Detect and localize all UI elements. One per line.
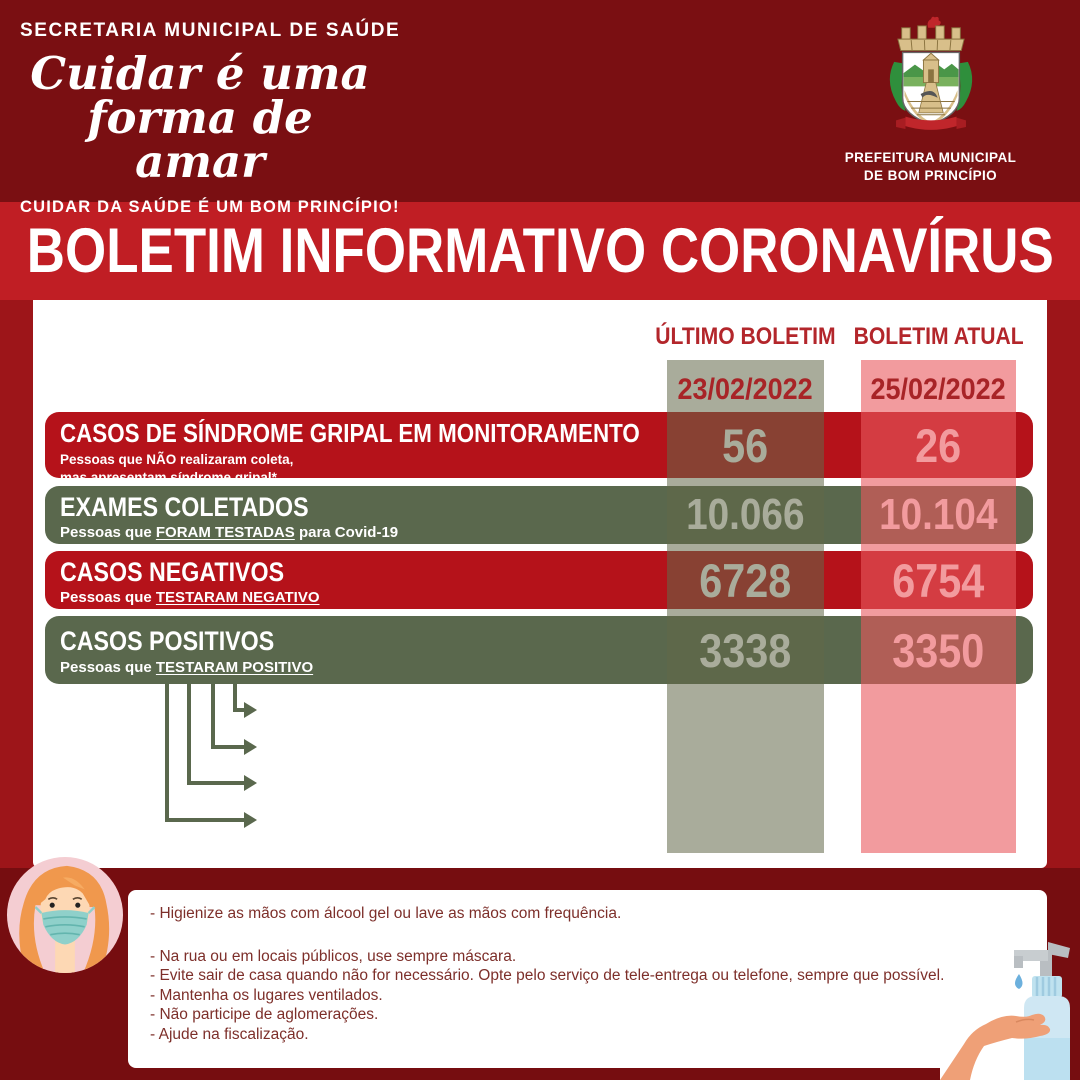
row-note-underlined: FORAM TESTADAS bbox=[155, 524, 295, 541]
recommendation-item: - Evite sair de casa quando não for necessário. Opte pelo serviço de tele-entrega ou telefone, sempre que possível. bbox=[150, 967, 945, 984]
subrow-title: HOSPITALIZADOS bbox=[279, 769, 445, 795]
column-header-last-bulletin: ÚLTIMO BOLETIM bbox=[655, 323, 836, 350]
city-hall-header bbox=[828, 14, 1033, 185]
row-note-line1: Pessoas que NÃO realizaram coleta, bbox=[60, 452, 294, 467]
row-note-suffix: para Covid-19 bbox=[294, 524, 399, 541]
hand-sanitizer-icon bbox=[940, 930, 1080, 1080]
recommendations-list bbox=[150, 904, 1030, 1044]
row-note-underlined: TESTARAM NEGATIVO bbox=[155, 589, 320, 606]
row-note-prefix: Pessoas que bbox=[60, 659, 156, 676]
motto-script bbox=[20, 47, 380, 189]
recommendation-item: - Não participe de aglomerações. bbox=[150, 1006, 379, 1023]
row-note-prefix: Pessoas que bbox=[60, 524, 156, 541]
motto-line-1: Cuidar é uma bbox=[30, 47, 370, 100]
row-title: CASOS DE SÍNDROME GRIPAL EM MONITORAMENTO bbox=[60, 418, 640, 448]
page-title: BOLETIM INFORMATIVO CORONAVÍRUS bbox=[26, 216, 1054, 286]
row-note-line2: mas apresentam síndrome gripal* bbox=[60, 469, 277, 485]
city-hall-line-1: PREFEITURA MUNICIPAL bbox=[844, 150, 1017, 165]
row-note-prefix: Pessoas que bbox=[60, 589, 156, 606]
masked-woman-icon bbox=[6, 856, 124, 974]
positive-cases-breakdown-connectors bbox=[140, 680, 270, 862]
subrow-title: CURADOS bbox=[279, 695, 375, 721]
row-title: CASOS POSITIVOS bbox=[60, 626, 275, 656]
recommendation-item: - Na rua ou em locais públicos, use sempre máscara. bbox=[150, 947, 517, 965]
row-note-underlined: TESTARAM POSITIVO bbox=[155, 659, 314, 676]
recommendation-item: - Higienize as mãos com álcool gel ou lave as mãos com frequência. bbox=[150, 905, 622, 922]
date-current-bulletin: 25/02/2022 bbox=[870, 373, 1007, 406]
date-last-bulletin: 23/02/2022 bbox=[677, 373, 814, 406]
city-hall-line-2: DE BOM PRINCÍPIO bbox=[863, 168, 998, 184]
row-title: CASOS NEGATIVOS bbox=[60, 557, 285, 587]
recommendation-item: - Mantenha os lugares ventilados. bbox=[150, 986, 383, 1004]
city-hall-name bbox=[828, 149, 1033, 185]
column-band-current-bulletin bbox=[861, 360, 1016, 853]
bulletin-table-panel bbox=[33, 300, 1047, 868]
health-department-header bbox=[20, 20, 401, 217]
row-title: EXAMES COLETADOS bbox=[60, 492, 309, 522]
slogan: CUIDAR DA SAÚDE É UM BOM PRINCÍPIO! bbox=[20, 198, 400, 217]
subrow-title: EM ISOLAMENTO bbox=[279, 733, 439, 759]
department-name: SECRETARIA MUNICIPAL DE SAÚDE bbox=[20, 20, 401, 41]
column-band-last-bulletin bbox=[667, 360, 824, 853]
column-header-current-bulletin: BOLETIM ATUAL bbox=[853, 323, 1024, 350]
subrow-title: ÓBITOS bbox=[279, 806, 352, 832]
motto-line-2: forma de amar bbox=[87, 91, 313, 189]
coat-of-arms-icon bbox=[879, 14, 983, 138]
recommendation-item: - Ajude na fiscalização. bbox=[150, 1025, 309, 1043]
